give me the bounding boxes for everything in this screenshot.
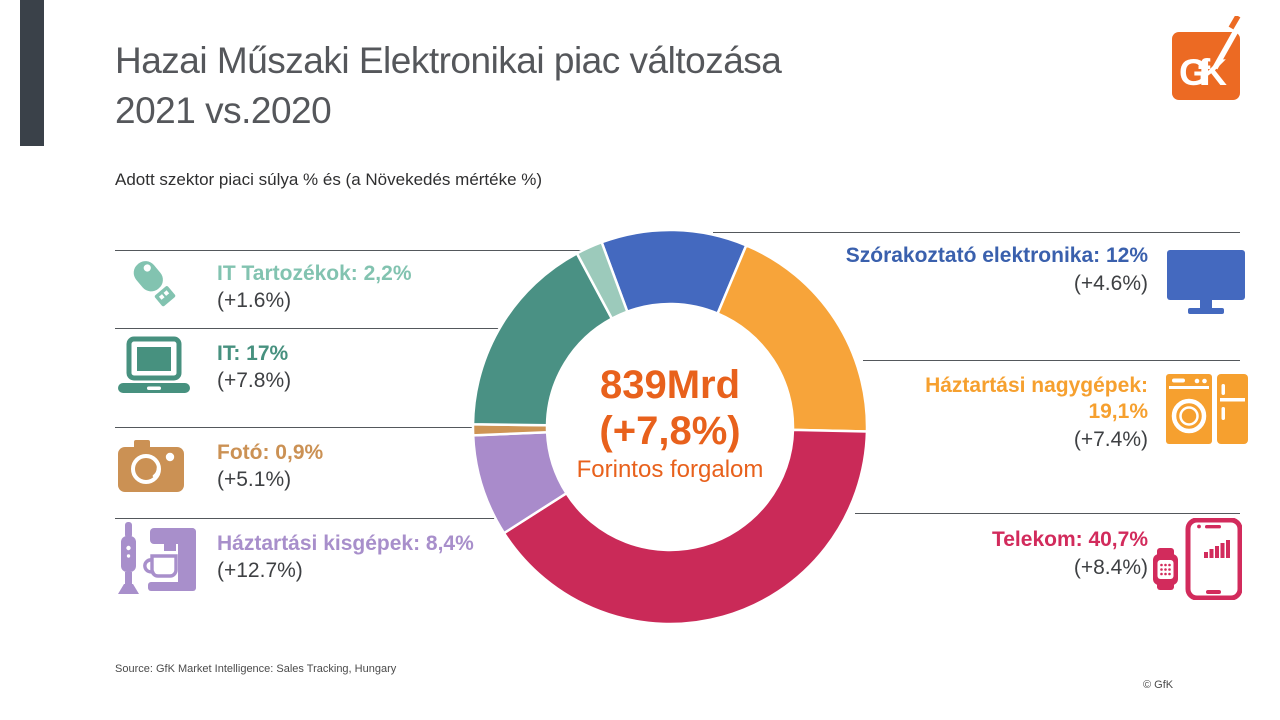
sector-growth: (+4.6%) bbox=[1073, 272, 1148, 295]
sector-label: Háztartási nagygépek: 19,1% bbox=[925, 374, 1148, 423]
separator-line bbox=[115, 518, 500, 519]
camera-icon bbox=[118, 438, 184, 496]
donut-center-text bbox=[520, 362, 820, 486]
usb-drive-icon bbox=[122, 252, 188, 318]
sector-growth: (+5.1%) bbox=[217, 468, 292, 491]
sector-label: Szórakoztató elektronika: 12% bbox=[845, 244, 1148, 267]
copyright-note: © GfK bbox=[1143, 679, 1174, 691]
gfk-logo bbox=[1168, 16, 1248, 104]
sector-label: Háztartási kisgépek: 8,4% bbox=[217, 532, 474, 555]
page-subtitle: Adott szektor piaci súlya % és (a Növekedés mértéke %) bbox=[115, 170, 543, 189]
title-line-2: 2021 vs.2020 bbox=[115, 90, 332, 131]
accent-bar bbox=[20, 0, 44, 146]
phone-watch-icon bbox=[1150, 518, 1242, 600]
tv-icon bbox=[1167, 250, 1245, 316]
gfk-logo-text: GfK bbox=[1179, 52, 1227, 93]
washer-fridge-icon bbox=[1166, 374, 1248, 444]
small-appliances-icon bbox=[112, 520, 200, 600]
sector-label: Telekom: 40,7% bbox=[991, 528, 1148, 551]
donut-center-caption: Forintos forgalom bbox=[576, 456, 764, 483]
sector-growth: (+12.7%) bbox=[217, 559, 303, 582]
sector-label: IT: 17% bbox=[217, 342, 289, 365]
gfk-logo-accent bbox=[1231, 16, 1238, 28]
title-line-1: Hazai Műszaki Elektronikai piac változása bbox=[115, 40, 782, 81]
sector-growth: (+7.4%) bbox=[1073, 428, 1148, 451]
separator-line bbox=[855, 513, 1240, 514]
separator-line bbox=[863, 360, 1240, 361]
donut-center-growth: (+7,8%) bbox=[599, 409, 741, 453]
donut-center-value: 839Mrd bbox=[599, 363, 741, 407]
sector-growth: (+7.8%) bbox=[217, 369, 292, 392]
laptop-icon bbox=[116, 336, 192, 398]
page-title bbox=[115, 36, 935, 136]
sector-growth: (+8.4%) bbox=[1073, 556, 1148, 579]
separator-line bbox=[115, 328, 505, 329]
sector-growth: (+1.6%) bbox=[217, 289, 292, 312]
source-note: Source: GfK Market Intelligence: Sales Tracking, Hungary bbox=[115, 663, 397, 675]
separator-line bbox=[115, 427, 480, 428]
sector-label: IT Tartozékok: 2,2% bbox=[217, 262, 412, 285]
sector-label: Fotó: 0,9% bbox=[217, 441, 324, 464]
